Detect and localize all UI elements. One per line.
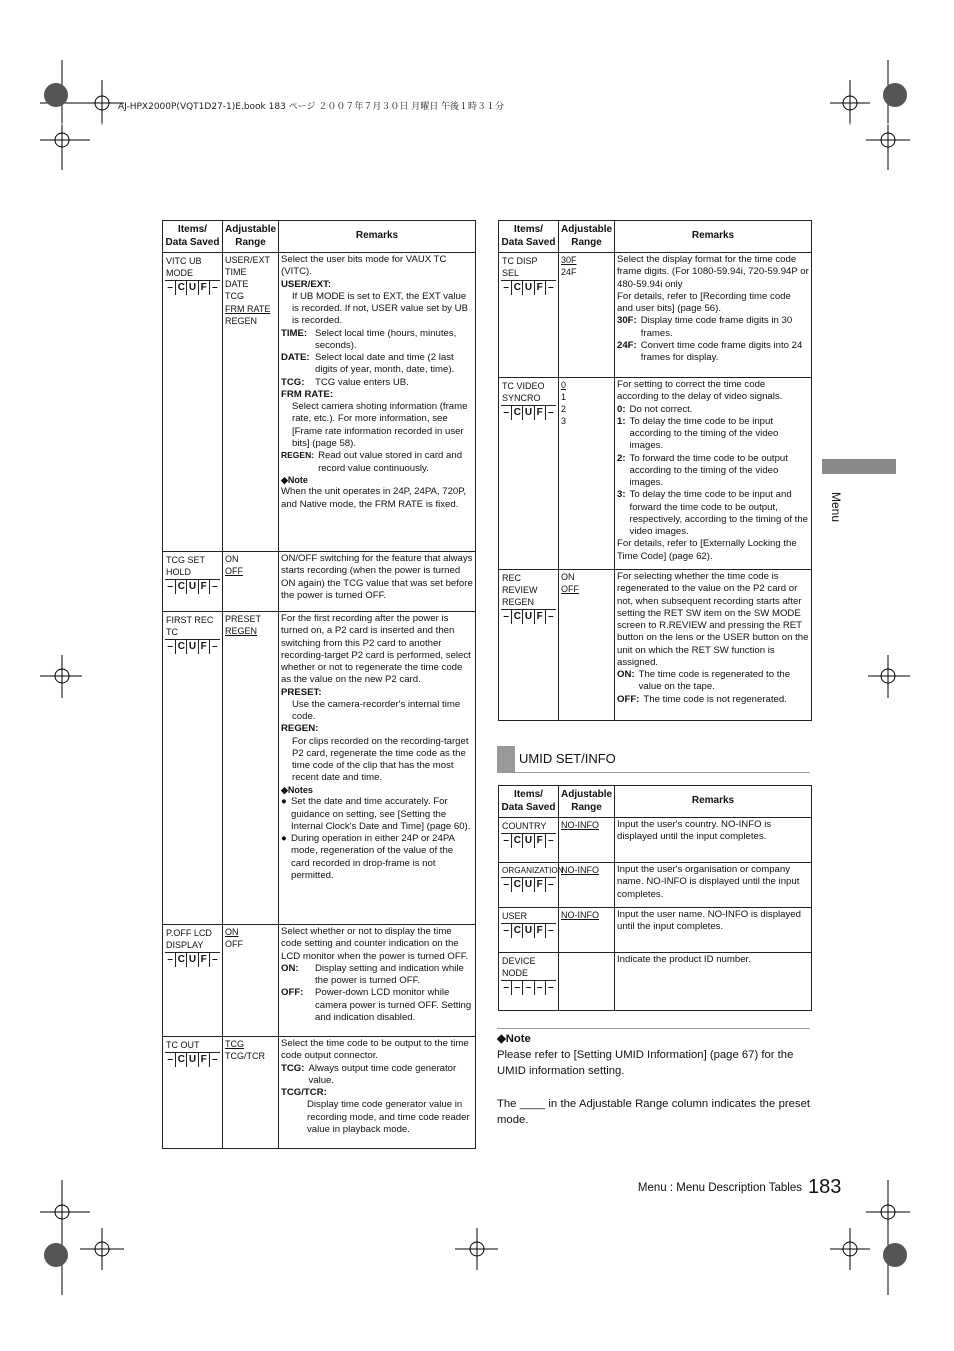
range-cell: USER/EXT TIME DATE TCG FRM RATE REGEN [223,253,279,552]
right-menu-table: Items/ Data Saved Adjustable Range Remarks TC DISP SEL – C U F – 30F 24F Select the display format for the time code frame digits. (For 1080-59.94i, 720-59.94P or 480-59.94i only For details, refer to [Recording time code and user bits] (page 56). 30F: Display time code frame digits in 30 frames. 24F: Convert time code frame digits into 24 frames for display. TC VIDEO SYNCRO – C U F – 0 1 2 3 For setting to correct the time code according to the delay of video signals. 0: Do not correct. 1: To delay the time code to be input according to the timing of the video images. 2: To forward the time code to be output according to the timing of the video images. 3: To delay the time code to be input and forward the time code to be output, respectively, according to the timing of the video images. For details, refer to [Externally Locking the Time Code] (page 62). REC REVIEW REGEN – C U F – ON OFF For selecting whether the time code is regenerated to the value on the P2 card or not, when subsequent recording starts after setting the RET SW item on the SW MODE screen to R.REVIEW and pressing the RET button on the lens or the USER button on the unit on which the RET SW function is assigned. ON: The time code is regenerated to the value on the tape. OFF: The time code is not regenerated. [498,220,812,721]
umid-table: Items/ Data Saved Adjustable Range Remarks COUNTRY – C U F – NO-INFO Input the user's country. NO-INFO is displayed until the input completes. ORGANIZATION – C U F – NO-INFO Input the user's organisation or company name. NO-INFO is displayed until the input completes. USER – C U F – NO-INFO Input the user name. NO-INFO is displayed until the input completes. DEVICE NODE – – – – – Indicate the product ID number. [498,785,812,1011]
section-bar [497,746,515,772]
data-saved-flags: – C U F – [501,609,556,624]
table-row: TCG SET HOLD – C U F – ON OFF ON/OFF switching for the feature that always starts recording (when the power is turned ON again) the TCG value that was set before the power is turned OFF. [163,552,476,612]
data-saved-flags: – C U F – [501,833,556,848]
table-row: DEVICE NODE – – – – – Indicate the product ID number. [499,953,812,1011]
remarks-cell: Select the user bits mode for VAUX TC (VITC). USER/EXT: If UB MODE is set to EXT, the EXT value is recorded. If not, USER value set by UB is recorded. TIME: Select local time (hours, minutes, seconds). DATE: Select local date and time (2 last digits of year, month, date, time). TCG: TCG value enters UB. FRM RATE: Select camera shoting information (frame rate, etc.). For more information, see [Frame rate information recorded in user bits] (page 58). REGEN: Read out value stored in card and record value continuously. ◆Note When the unit operates in 24P, 24PA, 720P, and Native mode, the FRM RATE is fixed. [279,253,476,552]
table-row: REC REVIEW REGEN – C U F – ON OFF For selecting whether the time code is regenerated to the value on the P2 card or not, when subsequent recording starts after setting the RET SW item on the SW MODE screen to R.REVIEW and pressing the RET button on the lens or the USER button on the unit on which the RET SW function is assigned. ON: The time code is regenerated to the value on the tape. OFF: The time code is not regenerated. [499,570,812,721]
side-label: Menu [829,492,843,523]
data-saved-flags: – C U F – [501,405,556,420]
table-row: TC VIDEO SYNCRO – C U F – 0 1 2 3 For setting to correct the time code according to the delay of video signals. 0: Do not correct. 1: To delay the time code to be input according to the timing of the video images. 2: To forward the time code to be output according to the timing of the video images. 3: To delay the time code to be input and forward the time code to be output, respectively, according to the timing of the video images. For details, refer to [Externally Locking the Time Code] (page 62). [499,378,812,570]
data-saved-flags: – C U F – [165,952,220,967]
data-saved-flags: – C U F – [165,1052,220,1067]
page-number: 183 [808,1176,842,1198]
col-remarks: Remarks [279,221,476,253]
data-saved-flags: – – – – – [501,980,556,995]
data-saved-flags: – C U F – [501,923,556,938]
data-saved-flags: – C U F – [501,280,556,295]
table-row: USER – C U F – NO-INFO Input the user name. NO-INFO is displayed until the input completes. [499,908,812,953]
col-items: Items/ Data Saved [163,221,223,253]
col-range: Adjustable Range [223,221,279,253]
table-row: FIRST REC TC – C U F – PRESET REGEN For the first recording after the power is turned on, a P2 card is inserted and then switching from this P2 card to another recording-target P2 card is performed, select whether or not to regenerate the time code as the value on the new P2 card. PRESET: Use the camera-recorder's internal time code. REGEN: For clips recorded on the recording-target P2 card, regenerate the time code as the time code of the clip that has the most recent date and time. ◆Notes ● Set the date and time accurately. For guidance on setting, see [Setting the Internal Clock's Date and Time] (page 60). ● During operation in either 24P or 24PA mode, regeneration of the value of the card recorded in drop-frame is not permitted. [163,612,476,925]
table-row: COUNTRY – C U F – NO-INFO Input the user's country. NO-INFO is displayed until the input completes. [499,818,812,863]
print-header: AJ-HPX2000P(VQT1D27-1)E.book 183 ページ ２００７年７月３０日 月曜日 午後１時３１分 [118,102,505,112]
footer-title: Menu : Menu Description Tables [637,1182,802,1194]
table-row: P.OFF LCD DISPLAY – C U F – ON OFF Select whether or not to display the time code setting and counter indication on the LCD monitor when the power is turned OFF. ON: Display setting and indication while the power is turned OFF. OFF: Power-down LCD monitor while camera power is turned OFF. Setting and indication disabled. [163,925,476,1037]
table-row: ORGANIZATION – C U F – NO-INFO Input the user's organisation or company name. NO-INFO is displayed until the input completes. [499,863,812,908]
item-name: VITC UB MODE [166,256,202,279]
data-saved-flags: – C U F – [501,877,556,892]
section-heading-umid: UMID SET/INFO [497,746,810,773]
section-tab [822,459,896,474]
data-saved-flags: – C U F – [165,579,220,594]
table-row: TC DISP SEL – C U F – 30F 24F Select the display format for the time code frame digits. (For 1080-59.94i, 720-59.94P or 480-59.94i only For details, refer to [Recording time code and user bits] (page 56). 30F: Display time code frame digits in 30 frames. 24F: Convert time code frame digits into 24 frames for display. [499,253,812,378]
note-block: ◆Note Please refer to [Setting UMID Information] (page 67) for the UMID information setting. The ____ in the Adjustable Range column indicates the preset mode. [497,1028,810,1128]
data-saved-flags: – C U F – [165,280,220,295]
left-menu-table [162,220,476,1149]
table-row [163,253,476,552]
table-row: TC OUT – C U F – TCG TCG/TCR Select the time code to be output to the time code output connector. TCG: Always output time code generator value. TCG/TCR: Display time code generator value in recording mode, and time code reader value in playback mode. [163,1037,476,1149]
data-saved-flags: – C U F – [165,639,220,654]
